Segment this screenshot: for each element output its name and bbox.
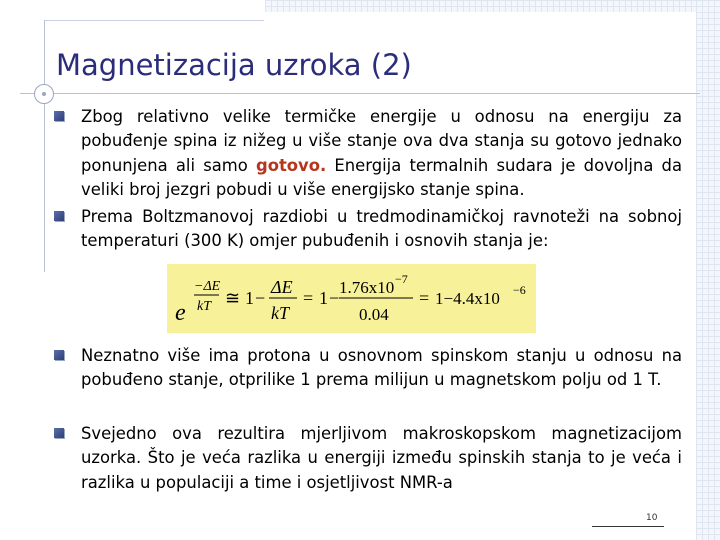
formula-frac2-denominator: 0.04	[359, 305, 389, 324]
decorative-line-left	[44, 20, 45, 272]
title-underline	[20, 93, 700, 94]
decorative-grid-top	[265, 0, 720, 12]
formula-approx: ≅	[225, 288, 241, 308]
page-number: 10	[646, 513, 658, 523]
bullet-square-icon	[54, 350, 64, 360]
formula-exp-denominator: kT	[197, 299, 211, 314]
formula-result-exponent: −6	[513, 283, 526, 297]
highlighted-word: gotovo.	[255, 155, 327, 175]
formula-frac1-numerator: ΔE	[271, 277, 293, 297]
slide-title: Magnetizacija uzroka (2)	[56, 48, 412, 82]
bullet-item-2	[54, 205, 682, 254]
decorative-circle-icon	[34, 84, 54, 104]
formula-minus-b: −	[329, 288, 340, 308]
bullet-item-4	[54, 422, 682, 495]
decorative-grid-right	[696, 0, 720, 540]
page-number-rule	[592, 526, 664, 527]
formula-frac2-numerator: 1.76x10	[339, 278, 395, 297]
bullet-square-icon	[54, 111, 64, 121]
bullet-text: Zbog relativno velike termičke energije u odnosu na energiju za pobuđenje spina iz nižeg u više stanje ova dva stanja su gotovo jednako ponunjena ali samo gotovo. Energija termalnih sudara je dovoljna da veliki broj jezgri pobudi u više energijsko stanje spina.	[81, 107, 682, 200]
formula-one-b: 1	[319, 288, 328, 308]
formula-equals-a: =	[303, 288, 314, 308]
formula-frac2-numerator-exponent: −7	[395, 272, 408, 286]
bullet-item-3	[54, 344, 682, 393]
bullet-item-1	[54, 105, 682, 203]
bullet-text: Neznatno više ima protona u osnovnom spinskom stanju u odnosu na pobuđeno stanje, otprilike 1 prema milijun u magnetskom polju od 1 T.	[81, 346, 682, 390]
formula-one-a: 1	[245, 288, 254, 308]
formula-frac1-denominator: kT	[271, 303, 289, 323]
boltzmann-formula	[167, 264, 536, 333]
formula-result: 1−4.4x10	[435, 289, 500, 308]
bullet-text: Prema Boltzmanovoj razdiobi u tredmodinamičkoj ravnoteži na sobnoj temperaturi (300 K) omjer pubuđenih i osnovih stanja je:	[81, 207, 682, 251]
decorative-line-top	[44, 20, 264, 21]
formula-equals-b: =	[419, 288, 430, 308]
formula-exp-numerator: −ΔE	[194, 279, 221, 294]
formula-base-e: e	[175, 300, 186, 326]
bullet-square-icon	[54, 428, 64, 438]
bullet-text: Svejedno ova rezultira mjerljivom makroskopskom magnetizacijom uzorka. Što je veća razlika u energiji između spinskih stanja to je veća i razlika u populaciji a time i osjetljivost NMR-a	[81, 424, 682, 492]
formula-minus-a: −	[255, 288, 266, 308]
bullet-square-icon	[54, 211, 64, 221]
